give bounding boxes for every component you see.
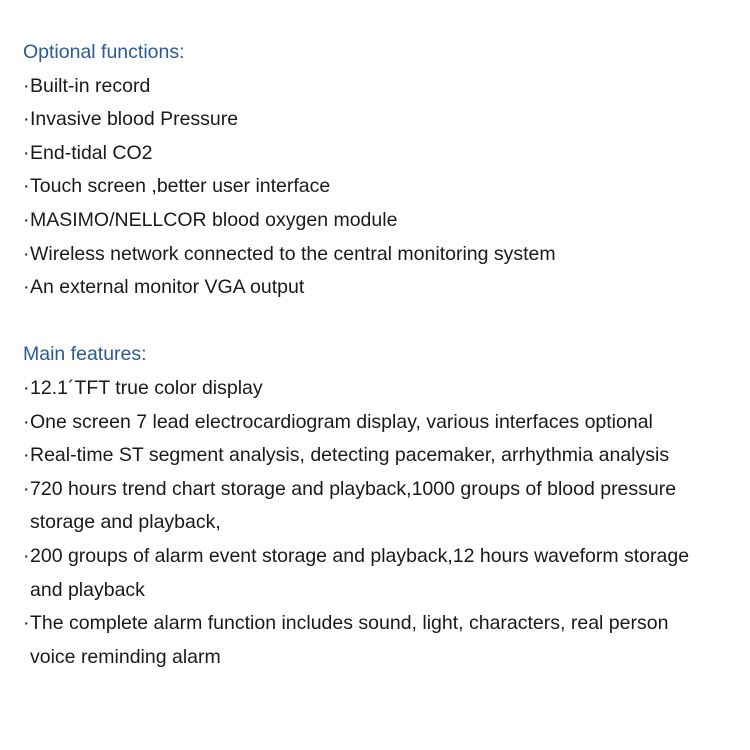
bullet-icon: ·	[23, 175, 30, 198]
list-item-text: End-tidal CO2	[30, 141, 153, 164]
list-item-text: An external monitor VGA output	[30, 276, 305, 299]
optional-functions-heading: Optional functions:	[23, 41, 185, 63]
list-item-text: 12.1´TFT true color display	[30, 376, 263, 399]
list-item-text: Invasive blood Pressure	[30, 108, 239, 131]
list-item-text: MASIMO/NELLCOR blood oxygen module	[30, 208, 398, 231]
main-features-section	[23, 338, 750, 674]
optional-functions-section	[23, 36, 750, 305]
main-features-list	[23, 372, 750, 674]
bullet-icon: ·	[23, 108, 30, 131]
list-item	[23, 372, 750, 406]
list-item	[23, 540, 750, 607]
list-item	[23, 70, 750, 104]
main-features-heading: Main features:	[23, 343, 147, 366]
list-item	[23, 406, 750, 440]
list-item-text: Wireless network connected to the central monitoring system	[30, 242, 556, 265]
bullet-icon: ·	[23, 612, 30, 635]
bullet-icon: ·	[23, 544, 30, 567]
list-item	[23, 103, 750, 137]
list-item-text: The complete alarm function includes sound, light, characters, real person voice reminding alarm	[30, 612, 669, 668]
list-item-text: Real-time ST segment analysis, detecting pacemaker, arrhythmia analysis	[30, 444, 670, 467]
document-page	[23, 36, 750, 674]
list-item	[23, 473, 750, 540]
bullet-icon: ·	[23, 410, 30, 433]
list-item-text: Built-in record	[30, 74, 151, 97]
bullet-icon: ·	[23, 74, 30, 97]
bullet-icon: ·	[23, 276, 30, 299]
bullet-icon: ·	[23, 141, 30, 164]
list-item	[23, 170, 750, 204]
list-item	[23, 607, 750, 674]
bullet-icon: ·	[23, 444, 30, 467]
list-item-text: 720 hours trend chart storage and playback,1000 groups of blood pressure storage and playback,	[30, 477, 677, 534]
list-item	[23, 238, 750, 272]
optional-functions-list	[23, 70, 750, 305]
list-item	[23, 137, 750, 171]
list-item	[23, 439, 750, 473]
section-spacer	[23, 305, 750, 339]
list-item-text: Touch screen ,better user interface	[30, 175, 331, 198]
bullet-icon: ·	[23, 477, 30, 500]
list-item-text: One screen 7 lead electrocardiogram display, various interfaces optional	[30, 410, 653, 433]
list-item-text: 200 groups of alarm event storage and playback,12 hours waveform storage and playback	[30, 544, 690, 601]
list-item	[23, 271, 750, 305]
bullet-icon: ·	[23, 376, 30, 399]
bullet-icon: ·	[23, 208, 30, 231]
bullet-icon: ·	[23, 242, 30, 265]
list-item	[23, 204, 750, 238]
